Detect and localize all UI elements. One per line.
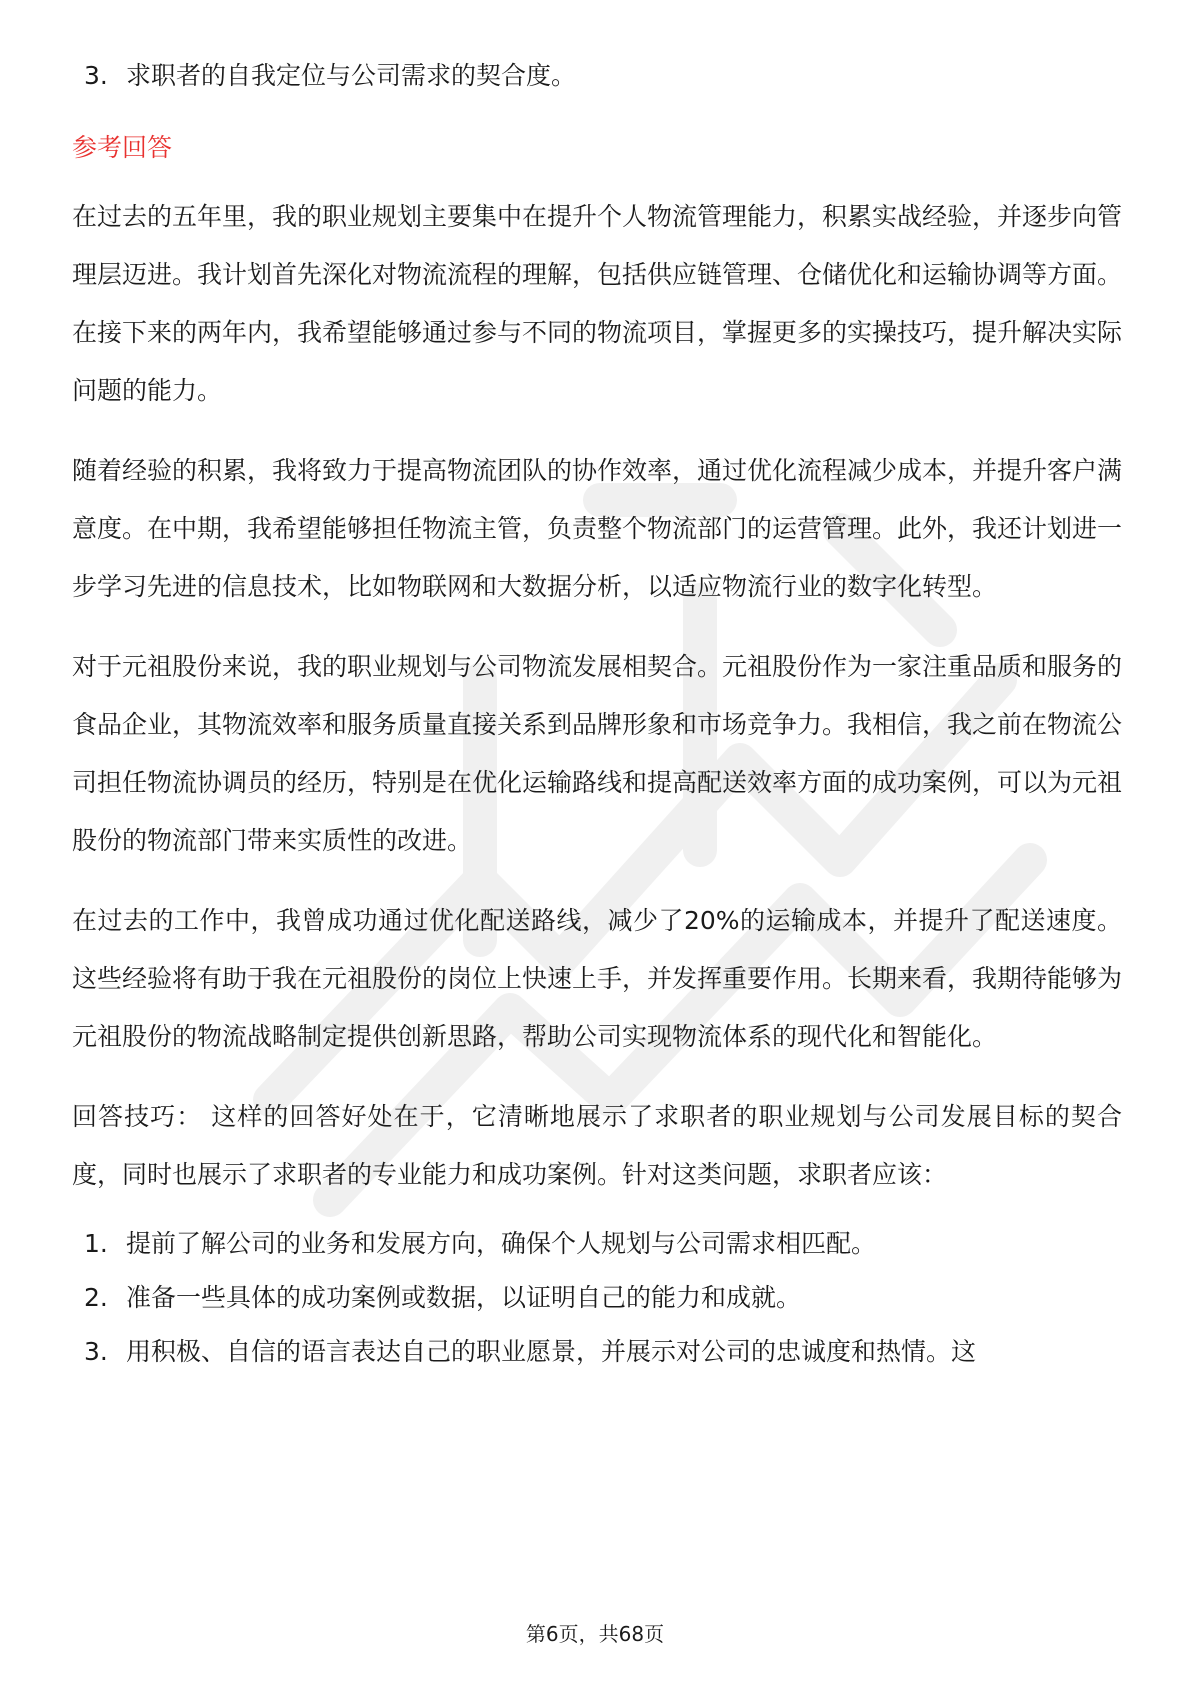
page-footer: 第6页，共68页 <box>525 1622 665 1646</box>
tips-paragraph: 回答技巧： 这样的回答好处在于，它清晰地展示了求职者的职业规划与公司发展目标的契合度，同时也展示了求职者的专业能力和成功案例。针对这类问题，求职者应该： <box>72 1102 1122 1189</box>
section-title: 参考回答 <box>72 133 173 162</box>
list-item <box>72 1280 1122 1316</box>
document-content <box>72 58 1122 1388</box>
list-text: 提前了解公司的业务和发展方向，确保个人规划与公司需求相匹配。 <box>126 1229 877 1258</box>
paragraph: 在过去的五年里，我的职业规划主要集中在提升个人物流管理能力，积累实战经验，并逐步向管理层迈进。我计划首先深化对物流流程的理解，包括供应链管理、仓储优化和运输协调等方面。在接下来的两年内，我希望能够通过参与不同的物流项目，掌握更多的实操技巧，提升解决实际问题的能力。 <box>72 202 1123 405</box>
paragraph: 在过去的工作中，我曾成功通过优化配送路线，减少了20%的运输成本，并提升了配送速度。这些经验将有助于我在元祖股份的岗位上快速上手，并发挥重要作用。长期来看，我期待能够为元祖股份的物流战略制定提供创新思路，帮助公司实现物流体系的现代化和智能化。 <box>72 906 1123 1051</box>
list-text: 用积极、自信的语言表达自己的职业愿景，并展示对公司的忠诚度和热情。这 <box>126 1337 977 1366</box>
list-number: 3. <box>84 61 108 90</box>
list-number: 1. <box>84 1229 108 1258</box>
list-number: 3. <box>84 1337 108 1366</box>
list-item <box>72 1226 1122 1262</box>
list-text: 准备一些具体的成功案例或数据，以证明自己的能力和成就。 <box>126 1283 802 1312</box>
list-item <box>72 1334 1122 1370</box>
list-text: 求职者的自我定位与公司需求的契合度。 <box>126 61 577 90</box>
list-item <box>72 58 1122 94</box>
list-number: 2. <box>84 1283 108 1312</box>
tips-list <box>72 1226 1122 1370</box>
paragraph: 对于元祖股份来说，我的职业规划与公司物流发展相契合。元祖股份作为一家注重品质和服务的食品企业，其物流效率和服务质量直接关系到品牌形象和市场竞争力。我相信，我之前在物流公司担任物流协调员的经历，特别是在优化运输路线和提高配送效率方面的成功案例，可以为元祖股份的物流部门带来实质性的改进。 <box>72 652 1123 855</box>
paragraph: 随着经验的积累，我将致力于提高物流团队的协作效率，通过优化流程减少成本，并提升客户满意度。在中期，我希望能够担任物流主管，负责整个物流部门的运营管理。此外，我还计划进一步学习先进的信息技术，比如物联网和大数据分析，以适应物流行业的数字化转型。 <box>72 456 1123 601</box>
